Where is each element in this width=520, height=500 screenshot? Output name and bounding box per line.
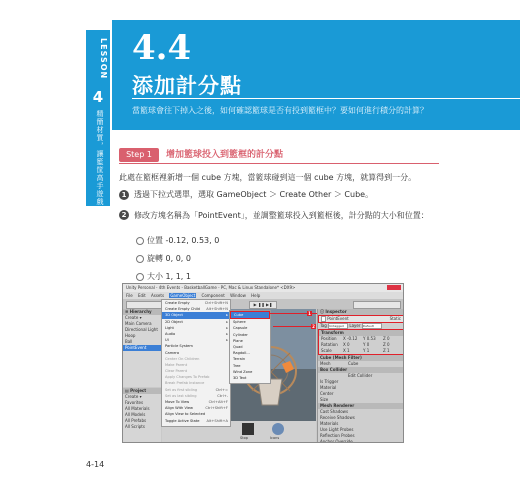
- transform-tools[interactable]: [126, 301, 162, 309]
- position-label: Position: [321, 336, 337, 341]
- bullet-icon: [136, 237, 144, 245]
- menu-item-label: Create Empty: [165, 301, 190, 305]
- rotation-value: 旋轉 0, 0, 0: [147, 254, 191, 263]
- lesson-tab: [86, 30, 110, 206]
- callout-line-2: [273, 326, 311, 327]
- layer-label: Layer: [349, 323, 361, 328]
- transform-component: [318, 329, 404, 355]
- rotation-x-field[interactable]: X 0: [343, 342, 350, 347]
- menu-item-label: Align View to Selected: [165, 412, 206, 417]
- hierarchy-item[interactable]: Directional Light: [125, 327, 158, 332]
- menu-bar: [123, 292, 403, 299]
- menu-item-label: Set as first sibling: [165, 387, 198, 392]
- menu-edit[interactable]: Edit: [137, 293, 146, 298]
- asset-label: Stop: [240, 436, 248, 440]
- asset-label: Icons: [270, 436, 280, 440]
- edit-collider-button[interactable]: Edit Collider: [348, 373, 373, 378]
- rotation-y-field[interactable]: Y 0: [363, 342, 370, 347]
- lesson-description: 精簡材質，讓籃筐高手遊戲: [96, 110, 104, 206]
- static-toggle[interactable]: Static: [389, 316, 401, 321]
- menu-item-label: Camera: [165, 350, 180, 355]
- menu-item-shortcut: Ctrl+-: [217, 393, 228, 398]
- intro-paragraph: 此處在籃框裡新增一個 cube 方塊，當籃球碰到這一個 cube 方塊，就算得到一分。: [119, 173, 417, 182]
- submenu-item[interactable]: Quad: [233, 344, 243, 349]
- gameobject-menu: [161, 299, 231, 427]
- mesh-label: Mesh: [320, 361, 331, 366]
- position-z-field[interactable]: Z 0: [383, 336, 390, 341]
- renderer-row: Reflection Probes: [320, 433, 355, 438]
- section-subtitle: 當籃球會往下掉入之後，如何確認籃球是否有投到籃框中？要如何進行積分的計算？: [132, 106, 428, 115]
- meshrenderer-title: Mesh Renderer: [318, 403, 404, 409]
- menu-item-label: UI: [165, 338, 169, 343]
- step-number-1: 1: [119, 190, 129, 200]
- project-item[interactable]: All Prefabs: [125, 418, 147, 423]
- submenu-item[interactable]: Capsule: [233, 326, 248, 331]
- callout-badge-1: 1: [308, 311, 311, 316]
- menu-item-label: Break Prefab Instance: [165, 381, 205, 386]
- submenu-item[interactable]: Ragdoll...: [233, 351, 250, 356]
- transform-title: Transform: [319, 330, 403, 336]
- position-value: 位置 -0.12, 0.53, 0: [147, 236, 220, 245]
- collider-row: Is Trigger: [320, 379, 339, 384]
- renderer-row: Receive Shadows: [320, 415, 355, 420]
- bullet-icon: [136, 255, 144, 263]
- scale-value: 大小 1, 1, 1: [147, 272, 191, 281]
- instruction-1: 透過下拉式選單，選取 GameObject ＞ Create Other ＞ Cube。: [134, 190, 374, 199]
- renderer-row: Cast Shadows: [320, 409, 349, 414]
- menu-help[interactable]: Help: [251, 293, 261, 298]
- position-x-field[interactable]: X -0.12: [343, 336, 358, 341]
- mesh-field[interactable]: Cube: [348, 361, 359, 366]
- hierarchy-create[interactable]: Create ▾: [125, 315, 142, 320]
- title-divider: [132, 98, 520, 99]
- menu-item-label: Move To View: [165, 400, 190, 404]
- menu-item[interactable]: [162, 418, 230, 424]
- project-title: ▤ Project: [123, 388, 161, 394]
- step-divider: [119, 163, 439, 164]
- menu-item-label: Light: [165, 325, 174, 330]
- meshfilter-title: Cube (Mesh Filter): [318, 355, 404, 361]
- hierarchy-item[interactable]: Main Camera: [125, 321, 152, 326]
- submenu-item[interactable]: Wind Zone: [233, 369, 253, 374]
- submenu-arrow-icon: ▸: [226, 325, 228, 330]
- layer-dropdown[interactable]: Default: [362, 323, 382, 329]
- scale-y-field[interactable]: Y 1: [363, 348, 370, 353]
- menu-item-shortcut: Ctrl+=: [215, 387, 228, 392]
- project-item[interactable]: All Scripts: [125, 424, 145, 429]
- renderer-row: Anchor Override: [320, 439, 353, 443]
- 3d-object-submenu: [229, 310, 271, 384]
- tag-label: Tag: [320, 323, 327, 328]
- instruction-2: 修改方塊名稱為「PointEvent」，並調整籃球投入到籃框後，計分點的大小和位置：: [134, 211, 429, 220]
- submenu-item-cube[interactable]: Cube: [230, 311, 270, 319]
- play-controls[interactable]: ▶ ❚❚ ▶❚: [249, 301, 277, 309]
- rotation-z-field[interactable]: Z 0: [383, 342, 390, 347]
- menu-item-shortcut: Ctrl+Shift+F: [205, 406, 228, 411]
- submenu-item[interactable]: Cylinder: [233, 332, 248, 337]
- submenu-item[interactable]: Sphere: [233, 320, 246, 325]
- step-title: 增加籃球投入到籃框的計分點: [166, 150, 284, 160]
- menu-item-label: Create Empty Child: [165, 307, 200, 312]
- project-item[interactable]: Favorites: [125, 400, 144, 405]
- transform-scale-row: [319, 348, 403, 354]
- inspector-panel: [317, 309, 404, 442]
- position-y-field[interactable]: Y 0.53: [363, 336, 376, 341]
- inspector-title: ⓘ Inspector: [318, 309, 404, 315]
- menu-file[interactable]: File: [126, 293, 133, 298]
- menu-component[interactable]: Component: [201, 293, 225, 298]
- window-titlebar: [123, 284, 403, 292]
- menu-item-shortcut: Ctrl+Alt+F: [208, 400, 228, 404]
- callout-line-1: [269, 313, 311, 314]
- section-header: [112, 20, 520, 130]
- submenu-arrow-icon: ▸: [226, 313, 228, 318]
- collider-row: Size: [320, 397, 329, 402]
- submenu-item[interactable]: Tree: [233, 363, 241, 368]
- hierarchy-item[interactable]: Ball: [125, 339, 133, 344]
- menu-item-label: Set as last sibling: [165, 393, 197, 398]
- hierarchy-title: ≡ Hierarchy: [123, 309, 161, 315]
- submenu-arrow-icon: ▸: [226, 319, 228, 324]
- project-item[interactable]: All Models: [125, 412, 146, 417]
- menu-item-label: Center On Children: [165, 356, 200, 361]
- active-checkbox[interactable]: [321, 316, 326, 322]
- bullet-icon: [136, 273, 144, 281]
- hierarchy-item[interactable]: Hoop: [125, 333, 136, 338]
- menu-item-label: 3D Object: [165, 313, 183, 318]
- hierarchy-item-selected[interactable]: PointEvent: [123, 345, 161, 351]
- collider-row: Center: [320, 391, 334, 396]
- renderer-row: Materials: [320, 421, 339, 426]
- asset-stop-icon[interactable]: [242, 423, 254, 435]
- menu-item-shortcut: Alt+Shift+A: [206, 418, 228, 423]
- submenu-item[interactable]: Terrain: [233, 357, 246, 362]
- menu-item-label: Apply Changes To Prefab: [165, 375, 210, 380]
- menu-item-label: 2D Object: [165, 319, 183, 324]
- project-item[interactable]: All Materials: [125, 406, 150, 411]
- scale-x-field[interactable]: X 1: [343, 348, 350, 353]
- step-badge: Step 1: [119, 148, 159, 162]
- menu-window[interactable]: Window: [230, 293, 246, 298]
- menu-gameobject[interactable]: GameObject: [170, 293, 196, 298]
- section-title: 添加計分點: [132, 74, 242, 98]
- submenu-arrow-icon: ▸: [226, 331, 228, 336]
- menu-item-label: Toggle Active State: [165, 418, 200, 423]
- menu-item-label: Clear Parent: [165, 369, 188, 374]
- menu-item-label: Audio: [165, 331, 176, 336]
- scale-z-field[interactable]: Z 1: [383, 348, 390, 353]
- rotation-label: Rotation: [321, 342, 338, 347]
- scale-label: Scale: [321, 348, 332, 353]
- hierarchy-panel: [123, 309, 162, 387]
- tag-layer-row: [318, 323, 404, 329]
- menu-item-label: Align With View: [165, 406, 193, 411]
- window-title: Unity Personal - 4th Events - BasketballGame - PC, Mac & Linux Standalone* <DX9>: [126, 285, 296, 290]
- project-panel: [123, 388, 161, 442]
- object-name-row: [318, 315, 404, 323]
- unity-editor-screenshot: [122, 283, 404, 443]
- page-number: 4-14: [86, 460, 105, 469]
- callout-badge-2: 2: [312, 324, 315, 329]
- menu-item-label: Particle System: [165, 344, 193, 349]
- lesson-label: LESSON: [99, 38, 108, 80]
- close-icon[interactable]: [387, 285, 401, 290]
- submenu-item[interactable]: Plane: [233, 338, 243, 343]
- menu-assets[interactable]: Assets: [151, 293, 165, 298]
- tag-dropdown[interactable]: Untagged: [328, 323, 348, 329]
- boxcollider-title: Box Collider: [318, 367, 404, 373]
- section-number: 4.4: [132, 28, 192, 68]
- layers-dropdown[interactable]: [353, 301, 401, 309]
- renderer-row: Use Light Probes: [320, 427, 354, 432]
- step-number-2: 2: [119, 210, 129, 220]
- menu-item-shortcut: Ctrl+Shift+N: [204, 301, 228, 305]
- asset-icons-icon[interactable]: [272, 423, 284, 435]
- project-create[interactable]: Create ▾: [125, 394, 142, 399]
- menu-item-shortcut: Alt+Shift+N: [206, 307, 228, 312]
- object-name-field[interactable]: PointEvent: [327, 316, 349, 321]
- submenu-arrow-icon: ▸: [226, 338, 228, 343]
- submenu-item[interactable]: 3D Text: [233, 375, 247, 380]
- lesson-number: 4: [92, 88, 104, 106]
- menu-item-label: Make Parent: [165, 362, 188, 367]
- collider-row: Material: [320, 385, 337, 390]
